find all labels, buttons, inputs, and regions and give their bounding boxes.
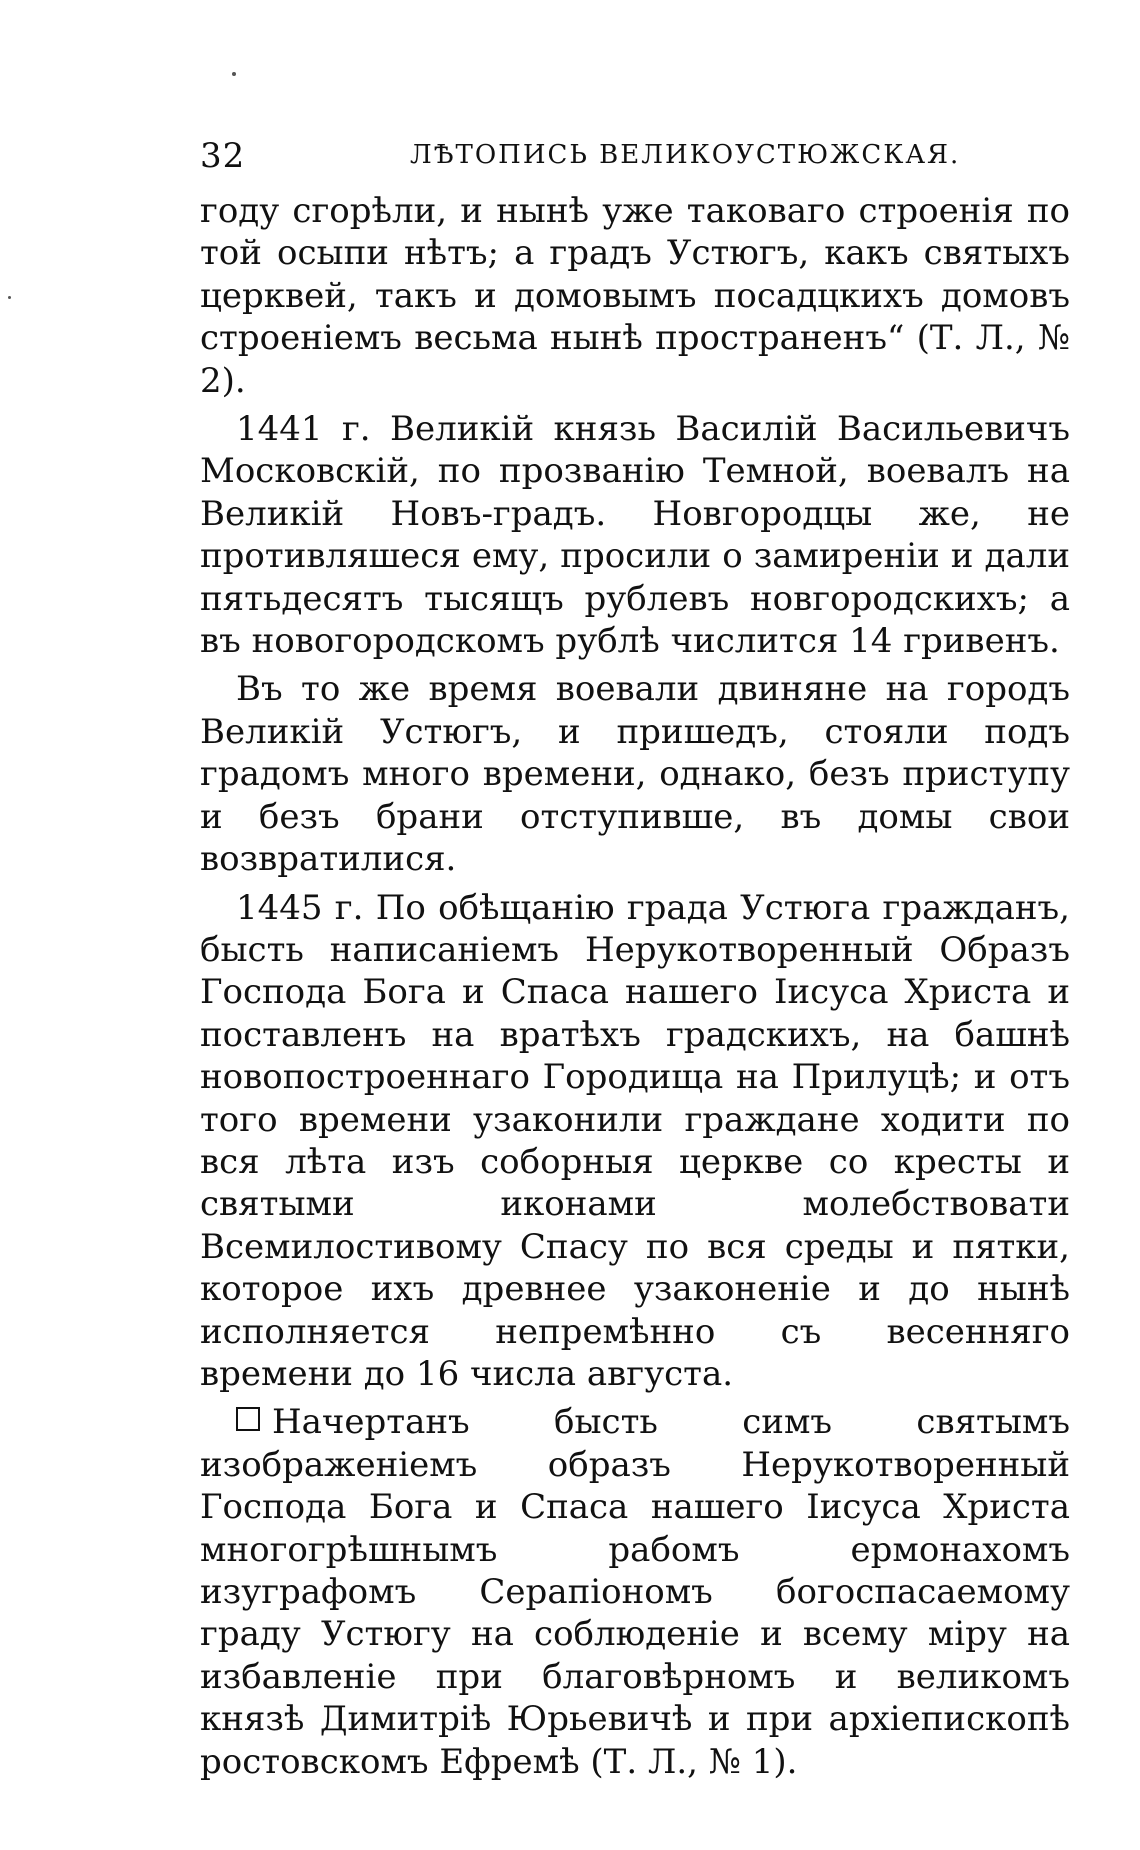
- paragraph: 1441 г. Великій князь Василій Васильевичъ Московскій, по прозванію Темной, воевалъ на Великій Новъ-градъ. Новгородцы же, не противляшеся ему, просили о замиреніи и дали пятьдесятъ тысящъ рублевъ новгородскихъ; а въ новогородскомъ рублѣ числится 14 гривенъ.: [200, 409, 1070, 662]
- book-page: [200, 130, 1070, 1789]
- paragraph: 1445 г. По обѣщанію града Устюга гражданъ, бысть написаніемъ Нерукотворенный Образъ Господа Бога и Спаса нашего Іисуса Христа и поставленъ на вратѣхъ градскихъ, на башнѣ новопостроеннаго Городища на Прилуцѣ; и отъ того времени узаконили граждане ходити по вся лѣта изъ соборныя церкве со кресты и святыми иконами молебствовати Всемилостивому Спасу по вся среды и пятки, которое ихъ древнее узаконеніе и до нынѣ исполняется непремѣнно съ весенняго времени до 16 числа августа.: [200, 887, 1070, 1394]
- paragraph: году сгорѣли, и нынѣ уже таковаго строенія по той осыпи нѣтъ; а градъ Устюгъ, какъ святыхъ церквей, такъ и домовымъ посадцкихъ домовъ строеніемъ весьма нынѣ пространенъ“ (Т. Л., № 2).: [200, 191, 1070, 401]
- body-text: [200, 190, 1070, 1783]
- ink-speck: [232, 72, 236, 76]
- running-title: ЛѢТОПИСЬ ВЕЛИКОУСТЮЖСКАЯ.: [410, 140, 961, 170]
- paragraph-text: Начертанъ бысть симъ святымъ изображеніемъ образъ Нерукотворенный Господа Бога и Спаса нашего Іисуса Христа многогрѣшнымъ рабомъ ермонахомъ изуграфомъ Серапіономъ богоспасаемому граду Устюгу на соблюденіе и всему міру на избавленіе при благовѣрномъ и великомъ князѣ Димитріѣ Юрьевичѣ и при архіепископѣ ростовскомъ Ефремѣ (Т. Л., № 1).: [200, 1402, 1070, 1782]
- ink-speck: [8, 296, 11, 299]
- paragraph: Въ то же время воевали двиняне на городъ Великій Устюгъ, и пришедъ, стояли подъ градомъ много времени, однако, безъ приступу и безъ брани отступивше, въ домы свои возвратилися.: [200, 669, 1070, 880]
- square-marker-icon: [236, 1407, 260, 1431]
- page-number: 32: [200, 136, 246, 176]
- running-head: [200, 130, 1070, 190]
- paragraph-with-marker: [200, 1401, 1070, 1783]
